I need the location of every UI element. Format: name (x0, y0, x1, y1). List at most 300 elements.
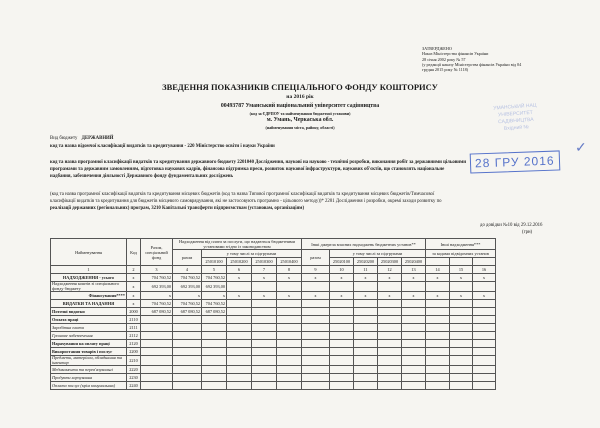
row-cell (426, 382, 450, 390)
row-code: 2230 (127, 374, 141, 382)
organization-name: 00493787 Уманський національний університет садівництва (220, 103, 380, 109)
row-cell (473, 300, 496, 308)
row-cell (426, 332, 450, 340)
header-other-sources: Інші джерела власних надходжень бюджетних установ** (302, 239, 426, 250)
row-cell (402, 356, 426, 366)
row-cell (450, 340, 473, 348)
local-program-line-1: (код та назва програмної класифікації видатків та кредитування місцевих бюджетів (код та назва Типової програмної класифікації видатків та кредитування місцевих бюджетів/Тимчасової (50, 192, 435, 197)
col-num: 8 (277, 266, 302, 274)
row-code: x (127, 292, 141, 300)
row-subgroup-1: 704 760,52 (202, 274, 227, 282)
col-num: 9 (302, 266, 330, 274)
table-row (51, 282, 496, 292)
row-cell (277, 308, 302, 316)
row-cell (302, 340, 330, 348)
row-cell (354, 382, 378, 390)
row-cell (450, 308, 473, 316)
row-code: 2111 (127, 324, 141, 332)
document-reference: до довідки №10 від 29.12.2016 (480, 223, 543, 228)
row-code: 2112 (127, 332, 141, 340)
row-cell (302, 332, 330, 340)
row-cell: x (277, 292, 302, 300)
row-code: x (127, 282, 141, 292)
row-code: x (127, 274, 141, 282)
table-row (51, 348, 496, 356)
row-cell (354, 366, 378, 374)
row-cell (402, 332, 426, 340)
row-sum (173, 324, 202, 332)
budget-type-value: ДЕРЖАВНИЙ (81, 136, 114, 141)
sub-code: 25010400 (277, 258, 302, 266)
col-num: 7 (252, 266, 277, 274)
row-cell (378, 324, 402, 332)
row-sum (173, 332, 202, 340)
row-cell (302, 382, 330, 390)
row-cell (302, 324, 330, 332)
row-cell: x (378, 292, 402, 300)
program-line-2: програмами та державним замовленням, підготовка наукових кадрів, фінансова підтримка преси, розвиток наукової інфраструктури, наукових об'єктів, що становлять національне (50, 167, 445, 172)
row-cell (426, 340, 450, 348)
row-total: x (141, 292, 173, 300)
row-cell (277, 348, 302, 356)
row-cell: x (227, 274, 252, 282)
row-cell (302, 374, 330, 382)
row-cell (354, 324, 378, 332)
row-cell (426, 348, 450, 356)
row-cell: x (252, 274, 277, 282)
budget-type-label: Вид бюджету (50, 136, 78, 141)
row-name: Нарахування на оплату праці (51, 340, 127, 348)
row-cell (354, 282, 378, 292)
row-cell (252, 382, 277, 390)
row-cell (302, 348, 330, 356)
table-row (51, 274, 496, 282)
row-cell (473, 324, 496, 332)
row-code: 2000 (127, 308, 141, 316)
row-name: Продукти харчування (51, 374, 127, 382)
row-cell (450, 366, 473, 374)
row-sum (173, 356, 202, 366)
approval-heading: ЗАТВЕРДЖЕНО (422, 46, 452, 51)
row-cell (252, 340, 277, 348)
row-cell (277, 382, 302, 390)
organization-caption: (код за ЄДРПОУ та найменування бюджетної установи) (249, 111, 351, 116)
header-subgroups-2: у тому числі за підгрупами (330, 250, 426, 258)
col-num: 4 (173, 266, 202, 274)
stamp-line: УНІВЕРСИТЕТ (497, 109, 533, 119)
row-cell (277, 340, 302, 348)
row-name: Поточні видатки (51, 308, 127, 316)
header-total: Разом, спеціальний фонд (141, 239, 173, 266)
row-cell (426, 282, 450, 292)
row-total (141, 340, 173, 348)
approval-line: грудня 2015 року № 1118) (422, 67, 469, 73)
row-cell (450, 282, 473, 292)
row-cell (426, 356, 450, 366)
row-code: 2210 (127, 356, 141, 366)
col-num: 15 (450, 266, 473, 274)
row-cell (302, 356, 330, 366)
row-cell (277, 366, 302, 374)
row-sum: x (173, 292, 202, 300)
col-num: 14 (426, 266, 450, 274)
row-cell (354, 356, 378, 366)
row-cell (330, 282, 354, 292)
row-total: 704 760,52 (141, 274, 173, 282)
row-cell (277, 316, 302, 324)
row-cell: x (450, 292, 473, 300)
col-num: 6 (227, 266, 252, 274)
header-other-receipts: Інші надходження*** (426, 239, 496, 250)
row-cell: x (354, 274, 378, 282)
row-cell (354, 374, 378, 382)
row-cell (252, 332, 277, 340)
row-total (141, 366, 173, 374)
row-cell (378, 308, 402, 316)
row-total: 704 760,52 (141, 300, 173, 308)
row-subgroup-1 (202, 382, 227, 390)
row-sum (173, 316, 202, 324)
row-cell (402, 366, 426, 374)
row-cell (330, 308, 354, 316)
row-subgroup-1 (202, 348, 227, 356)
row-cell (330, 356, 354, 366)
row-cell (277, 332, 302, 340)
local-program-line-3: реалізації державних (регіональних) програм, 3210 Капітальні трансферти підприємствам (установам, організаціям) (50, 206, 305, 211)
row-subgroup-1 (202, 324, 227, 332)
row-subgroup-1: x (202, 292, 227, 300)
empty-cell (473, 258, 496, 266)
row-name: Грошове забезпечення (51, 332, 127, 340)
col-num: 5 (202, 266, 227, 274)
row-cell (227, 340, 252, 348)
row-cell: x (302, 274, 330, 282)
sub-code: 25020400 (402, 258, 426, 266)
row-code: 2110 (127, 316, 141, 324)
row-cell (378, 348, 402, 356)
row-cell (227, 374, 252, 382)
row-name: Медикаменти та перев'язувальні (51, 366, 127, 374)
row-sum: 687 080,52 (173, 308, 202, 316)
row-code: 2240 (127, 382, 141, 390)
row-cell: x (354, 292, 378, 300)
row-cell (426, 374, 450, 382)
row-cell: x (378, 274, 402, 282)
row-cell (302, 366, 330, 374)
table-body (51, 274, 496, 390)
empty-cell (450, 258, 473, 266)
row-cell: x (450, 274, 473, 282)
document-year: на 2016 рік (286, 94, 314, 100)
row-subgroup-1: 704 760,52 (202, 300, 227, 308)
col-num: 10 (330, 266, 354, 274)
row-cell (450, 324, 473, 332)
row-cell (277, 374, 302, 382)
table-row (51, 374, 496, 382)
row-cell (450, 348, 473, 356)
program-line-1: код та назва програмної класифікації видатків та кредитування державного бюджету 2201040 Дослідження, наукові на науково - технічні розробки, виконання робіт за державними цільовими (50, 160, 467, 165)
header-sum-2: разом (302, 250, 330, 266)
row-cell (252, 366, 277, 374)
col-num: 13 (402, 266, 426, 274)
row-cell (426, 366, 450, 374)
row-cell (402, 382, 426, 390)
sub-code: 25010300 (252, 258, 277, 266)
row-cell (378, 356, 402, 366)
row-cell (330, 340, 354, 348)
row-cell (277, 356, 302, 366)
row-sum (173, 340, 202, 348)
department-code: код та назва відомчої класифікації видатків та кредитування - 220 Міністерство освіти і науки України (50, 144, 275, 149)
local-program-line-2: класифікації видатків та кредитування для бюджетів місцевого самоврядування, які не застосовують програмно - цільового методу))* 2281 Дослідження і розробки, окремі заходи розвитку по (50, 199, 442, 204)
row-cell (277, 300, 302, 308)
row-total (141, 348, 173, 356)
row-cell (473, 332, 496, 340)
city-caption: (найменування міста, району, області) (265, 125, 335, 130)
sub-code: 25020200 (354, 258, 378, 266)
row-subgroup-1 (202, 316, 227, 324)
row-total (141, 356, 173, 366)
col-num: 1 (51, 266, 127, 274)
approval-line: (у редакції наказу Міністерства фінансів України від 04 (422, 61, 522, 67)
row-cell (354, 348, 378, 356)
row-cell (252, 316, 277, 324)
column-numbers-row (51, 266, 496, 274)
row-cell (227, 366, 252, 374)
stamp-date: 28 ГРУ 2016 (470, 150, 560, 173)
table-row (51, 292, 496, 300)
row-code: 2120 (127, 340, 141, 348)
row-cell (402, 348, 426, 356)
row-cell (450, 382, 473, 390)
row-cell (277, 282, 302, 292)
row-cell (450, 300, 473, 308)
row-cell: x (252, 292, 277, 300)
row-cell (354, 332, 378, 340)
row-cell (402, 374, 426, 382)
row-cell: x (330, 274, 354, 282)
row-cell (277, 324, 302, 332)
row-cell (378, 316, 402, 324)
sub-code: 25020100 (330, 258, 354, 266)
row-cell (426, 324, 450, 332)
header-receipts: Надходження від плати за послуги, що надаються бюджетними установами згідно із законодавством (173, 239, 302, 250)
row-sum (173, 366, 202, 374)
row-cell (473, 340, 496, 348)
row-name: НАДХОДЖЕННЯ - усього (51, 274, 127, 282)
row-subgroup-1: 692 393,00 (202, 282, 227, 292)
budget-type (50, 137, 114, 142)
row-sum (173, 374, 202, 382)
row-total (141, 332, 173, 340)
col-num: 12 (378, 266, 402, 274)
table-row (51, 356, 496, 366)
row-total (141, 316, 173, 324)
row-cell (227, 282, 252, 292)
table-row (51, 300, 496, 308)
row-cell: x (473, 292, 496, 300)
row-cell (354, 308, 378, 316)
row-subgroup-1 (202, 340, 227, 348)
city-name: м. Умань, Черкаська обл. (266, 117, 334, 123)
row-cell (252, 282, 277, 292)
row-cell (402, 300, 426, 308)
row-cell: x (402, 274, 426, 282)
table-row (51, 316, 496, 324)
row-cell: x (227, 292, 252, 300)
row-cell (302, 300, 330, 308)
row-cell (330, 332, 354, 340)
table-row (51, 382, 496, 390)
row-total (141, 324, 173, 332)
stamp-line: САДІВНИЦТВА (497, 116, 534, 126)
row-name: Надходження коштів зі спеціального фонду бюджету (51, 282, 127, 292)
row-cell (330, 348, 354, 356)
col-num: 3 (141, 266, 173, 274)
row-cell (378, 382, 402, 390)
row-cell (473, 356, 496, 366)
row-cell (227, 300, 252, 308)
row-sum (173, 348, 202, 356)
row-cell (473, 382, 496, 390)
row-name: ВИДАТКИ ТА НАДАННЯ (51, 300, 127, 308)
row-name: Заробітна плата (51, 324, 127, 332)
row-cell (402, 308, 426, 316)
row-cell (227, 356, 252, 366)
row-cell (402, 316, 426, 324)
row-cell (473, 282, 496, 292)
row-cell (227, 316, 252, 324)
table-row (51, 332, 496, 340)
table-row (51, 366, 496, 374)
row-cell (473, 308, 496, 316)
row-name: Оплата праці (51, 316, 127, 324)
row-cell (227, 308, 252, 316)
row-cell (378, 374, 402, 382)
row-code: 2200 (127, 348, 141, 356)
header-subordinate: за кодами підвідомчих установ (426, 250, 496, 258)
sub-code: 25010100 (202, 258, 227, 266)
row-cell (473, 374, 496, 382)
row-cell (426, 300, 450, 308)
row-cell (426, 316, 450, 324)
row-cell (330, 366, 354, 374)
row-sum (173, 382, 202, 390)
estimate-table (50, 238, 496, 390)
table-row (51, 340, 496, 348)
row-cell: x (277, 274, 302, 282)
row-cell (227, 332, 252, 340)
header-name: Найменування (51, 239, 127, 266)
row-cell (450, 316, 473, 324)
table-row (51, 308, 496, 316)
row-cell (450, 356, 473, 366)
row-cell (354, 340, 378, 348)
row-cell: x (426, 274, 450, 282)
row-cell (252, 374, 277, 382)
col-num: 2 (127, 266, 141, 274)
sub-code: 25020300 (378, 258, 402, 266)
row-total: 687 080,52 (141, 308, 173, 316)
row-cell (402, 340, 426, 348)
row-sum: 704 760,52 (173, 300, 202, 308)
row-cell (252, 300, 277, 308)
row-subgroup-1 (202, 366, 227, 374)
row-name: Використання товарів і послуг (51, 348, 127, 356)
units-label: (грн) (522, 230, 533, 235)
approval-line: Наказ Міністерства фінансів України (422, 51, 489, 57)
row-cell (473, 316, 496, 324)
row-cell (302, 282, 330, 292)
row-cell (252, 308, 277, 316)
header-subgroups: у тому числі за підгрупами (202, 250, 302, 258)
row-cell (252, 348, 277, 356)
header-code: Код (127, 239, 141, 266)
sub-code: 25010200 (227, 258, 252, 266)
row-code: x (127, 300, 141, 308)
row-cell (330, 324, 354, 332)
row-cell (378, 300, 402, 308)
row-cell (378, 366, 402, 374)
row-cell (330, 374, 354, 382)
program-line-3: надбання, забезпечення діяльності Державного фонду фундаментальних досліджень (50, 174, 234, 179)
col-num: 11 (354, 266, 378, 274)
row-name: Оплата послуг (крім комунальних) (51, 382, 127, 390)
row-cell (302, 316, 330, 324)
row-name: Предмети, матеріали, обладнання та інвентар (51, 356, 127, 366)
row-cell (450, 374, 473, 382)
row-cell (354, 316, 378, 324)
row-cell (378, 340, 402, 348)
header-sum: разом (173, 250, 202, 266)
row-cell (227, 382, 252, 390)
approval-line: 28 січня 2002 року № 57 (422, 56, 466, 62)
row-cell (402, 324, 426, 332)
row-cell (252, 356, 277, 366)
row-cell (252, 324, 277, 332)
row-cell: x (402, 292, 426, 300)
row-subgroup-1 (202, 356, 227, 366)
row-total (141, 382, 173, 390)
row-cell (330, 382, 354, 390)
row-subgroup-1 (202, 374, 227, 382)
row-subgroup-1 (202, 332, 227, 340)
row-cell (227, 324, 252, 332)
row-cell (302, 308, 330, 316)
row-cell (450, 332, 473, 340)
col-num: 16 (473, 266, 496, 274)
row-cell (227, 348, 252, 356)
row-cell: x (330, 292, 354, 300)
row-cell (473, 348, 496, 356)
empty-cell (426, 258, 450, 266)
row-cell (354, 300, 378, 308)
row-code: 2220 (127, 366, 141, 374)
row-cell (378, 332, 402, 340)
row-sum: 704 760,52 (173, 274, 202, 282)
row-subgroup-1: 687 080,52 (202, 308, 227, 316)
row-cell (378, 282, 402, 292)
row-total: 692 393,00 (141, 282, 173, 292)
row-total (141, 374, 173, 382)
row-sum: 692 393,00 (173, 282, 202, 292)
row-cell (402, 282, 426, 292)
row-cell: x (302, 292, 330, 300)
handwritten-mark-icon: ✓ (575, 141, 587, 156)
row-name: Фінансування**** (51, 292, 127, 300)
approval-block (422, 46, 521, 72)
stamp-line: Вхідний № (503, 124, 530, 132)
